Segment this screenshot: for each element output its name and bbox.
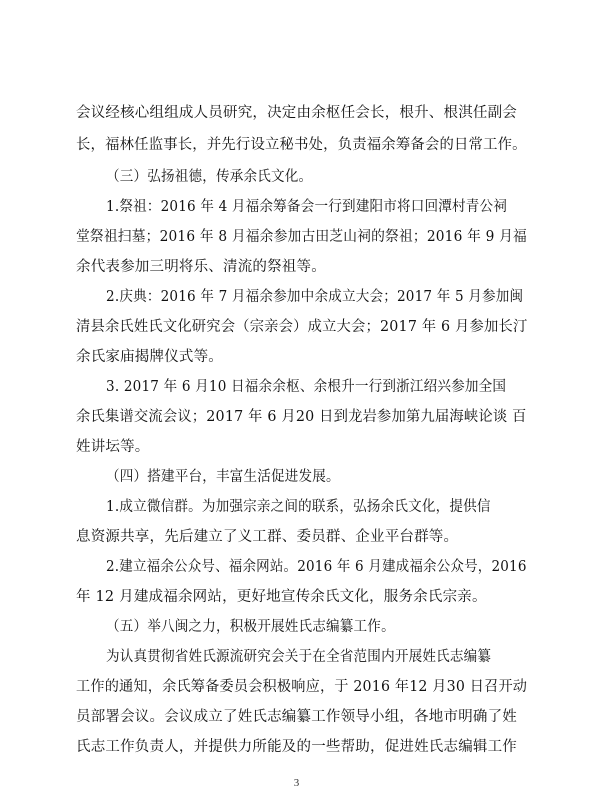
paragraph-line: 1.祭祖：2016 年 4 月福余筹备会一行到建阳市将口回潭村青公祠 (106, 199, 507, 215)
section-heading: （三）弘扬祖德，传承余氏文化。 (106, 169, 313, 185)
page-number: 3 (293, 777, 300, 789)
paragraph-line: 息资源共享，先后建立了义工群、委员群、企业平台群等。 (76, 529, 459, 545)
paragraph-line: 2.建立福余公众号、福余网站。2016 年 6 月建成福余公众号，2016 (106, 559, 527, 575)
paragraph-line: 余氏家庙揭牌仪式等。 (76, 349, 223, 365)
paragraph-line: 堂祭祖扫墓；2016 年 8 月福余参加古田芝山祠的祭祖；2016 年 9 月福 (76, 229, 527, 245)
section-heading: （四）搭建平台，丰富生活促进发展。 (106, 469, 340, 485)
paragraph-line: 会议经核心组组成人员研究，决定由余枢任会长，根升、根淇任副会 (76, 105, 517, 121)
paragraph-line: 2.庆典：2016 年 7 月福余参加中余成立大会；2017 年 5 月参加闽 (106, 289, 524, 305)
paragraph-line: 1.成立微信群。为加强宗亲之间的联系，弘扬余氏文化，提供信 (106, 499, 491, 515)
paragraph-line: 工作的通知，余氏筹备委员会积极响应，于 2016 年12 月30 日召开动 (76, 679, 528, 695)
paragraph-line: 为认真贯彻省姓氏源流研究会关于在全省范围内开展姓氏志编纂 (106, 649, 492, 665)
paragraph-line: 员部署会议。会议成立了姓氏志编纂工作领导小组，各地市明确了姓 (76, 709, 517, 725)
paragraph-line: 余氏集谱交流会议；2017 年 6 月20 日到龙岩参加第九届海峡论谈 百 (76, 409, 527, 425)
paragraph-line: 长，福林任监事长，并先行设立秘书处，负责福余筹备会的日常工作。 (76, 137, 527, 153)
paragraph-line: 3. 2017 年 6 月10 日福余余枢、余根升一行到浙江绍兴参加全国 (106, 379, 507, 395)
paragraph-line: 姓讲坛等。 (76, 439, 150, 455)
section-heading: （五）举八闽之力，积极开展姓氏志编纂工作。 (106, 619, 395, 635)
paragraph-line: 年 12 月建成福余网站，更好地宣传余氏文化，服务余氏宗亲。 (76, 589, 487, 605)
paragraph-line: 清县余氏姓氏文化研究会（宗亲会）成立大会；2017 年 6 月参加长汀 (76, 319, 528, 335)
paragraph-line: 余代表参加三明将乐、清流的祭祖等。 (76, 259, 326, 275)
paragraph-line: 氏志工作负责人，并提供力所能及的一些帮助，促进姓氏志编辑工作 (76, 739, 517, 755)
